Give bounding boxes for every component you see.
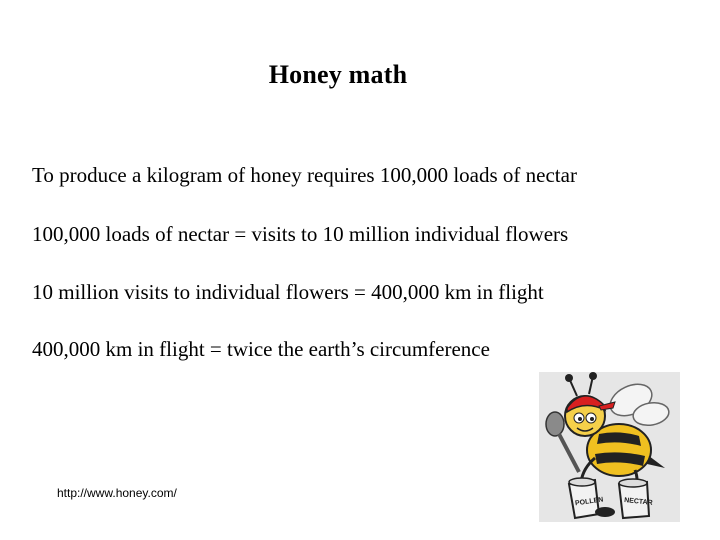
fact-line: 400,000 km in flight = twice the earth’s circumference xyxy=(32,337,490,361)
nectar-label: NECTAR xyxy=(623,496,653,507)
bee-mascot-icon xyxy=(539,372,680,522)
fact-line: 100,000 loads of nectar = visits to 10 million individual flowers xyxy=(32,222,569,246)
pollen-label: POLLEN xyxy=(574,496,604,508)
slide-title: Honey math xyxy=(268,60,408,89)
fact-line: 10 million visits to individual flowers = 400,000 km in flight xyxy=(32,280,544,304)
nectar-pail xyxy=(619,479,653,518)
fact-line: To produce a kilogram of honey requires 100,000 loads of nectar xyxy=(32,163,577,187)
bee-clipart-svg xyxy=(539,372,680,522)
source-link[interactable]: http://www.honey.com/ xyxy=(57,486,177,500)
